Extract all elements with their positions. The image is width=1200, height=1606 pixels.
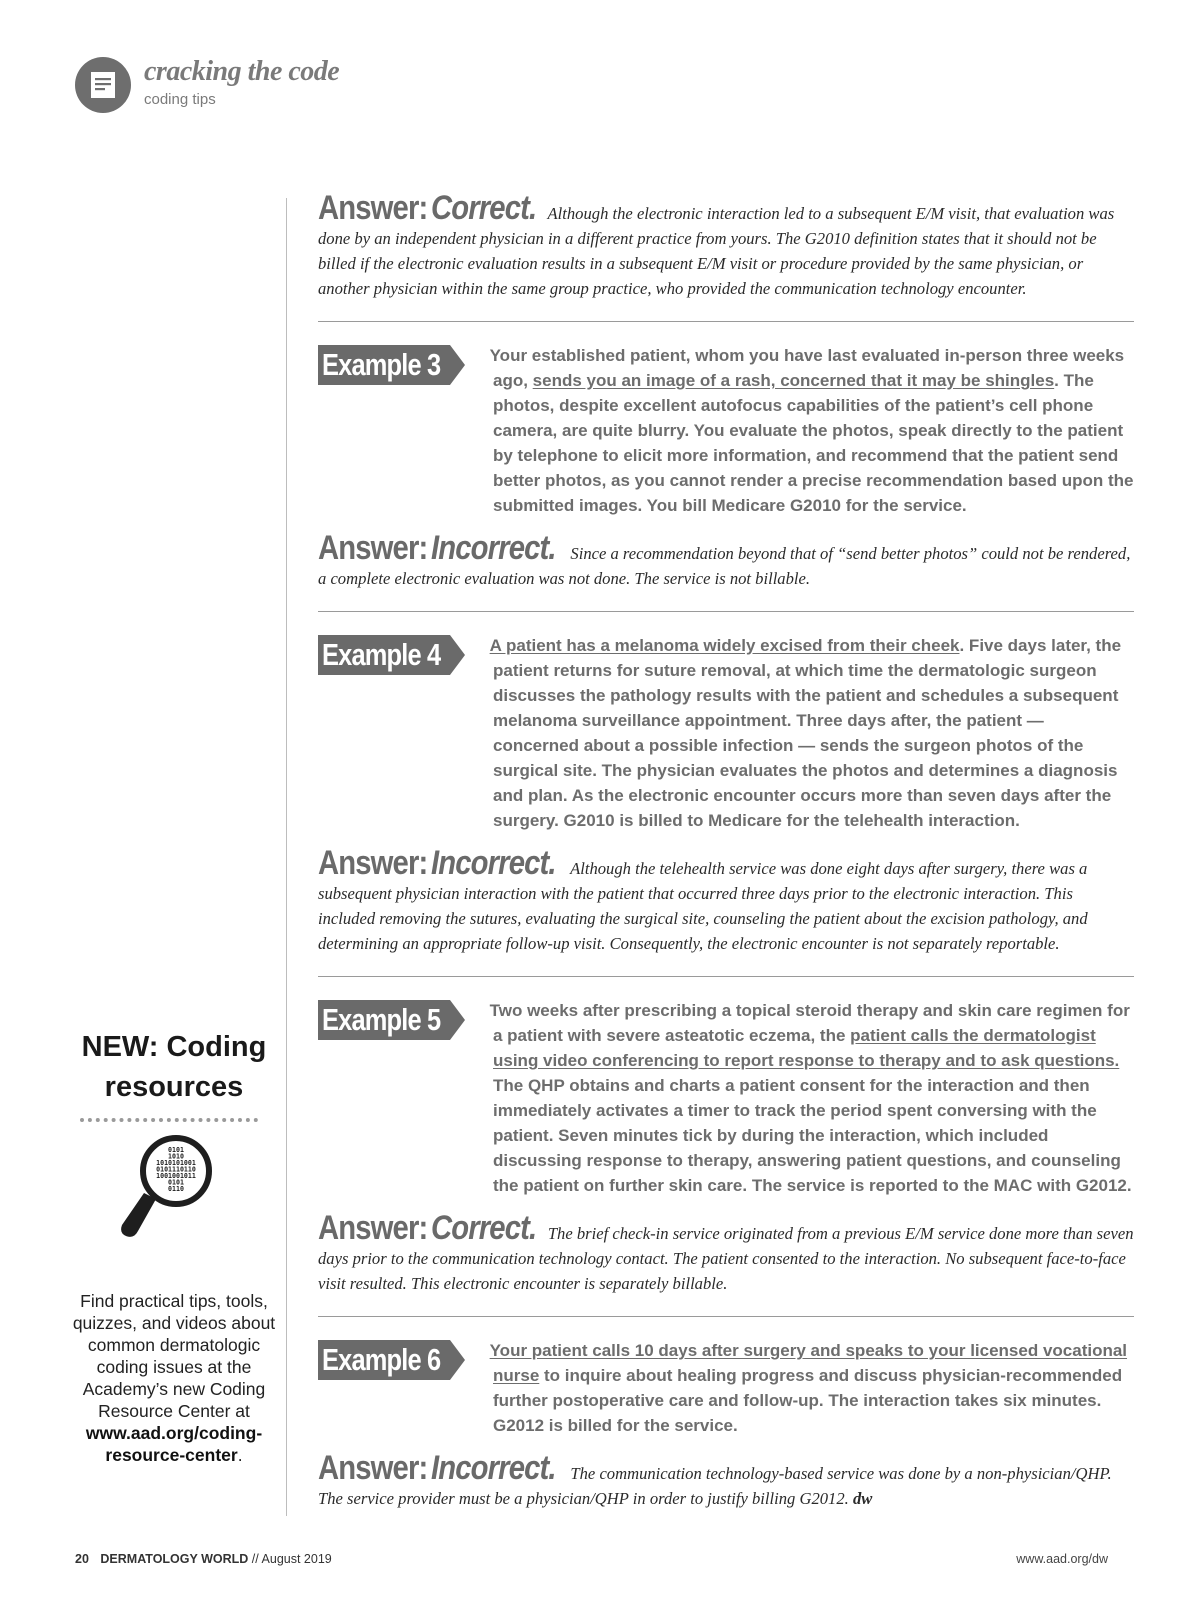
divider	[318, 321, 1134, 322]
answer-example-3: Answer: Incorrect. Since a recommendation beyond that of “send better photos” could not be rendered, a complete electronic evaluation was not done. The service is not billable.	[318, 529, 1131, 588]
example-text: Your established patient, whom you have last evaluated in-person three weeks ago, sends you an image of a rash, concerned that it may be shingles. The photos, despite excellent autofocus capabilities of the patient’s cell phone camera, are quite blurry. You evaluate the photos, speak directly to the patient by telephone to elicit more information, and recommend that the patient send better photos, as you cannot render a precise recommendation based upon the submitted images. You bill Medicare G2010 for the service.	[489, 346, 1134, 515]
magnifier-binary-icon	[112, 1133, 232, 1248]
end-sign: dw	[852, 1489, 873, 1508]
example-4	[318, 633, 1134, 833]
example-label-tag: Example 3	[318, 345, 468, 385]
section-subtitle: coding tips	[144, 91, 216, 108]
example-label-tag: Example 6	[318, 1340, 468, 1380]
divider	[318, 1316, 1134, 1317]
example-text: Two weeks after prescribing a topical steroid therapy and skin care regimen for a patient with severe asteatotic eczema, the patient calls the dermatologist using video conferencing to report response to therapy and to ask questions. The QHP obtains and charts a patient consent for the interaction and then immediately activates a timer to track the period spent conversing with the patient. Seven minutes tick by during the interaction, which included discussing response to therapy, answering patient questions, and counseling the patient on further skin care. The service is reported to the MAC with G2012.	[489, 1001, 1132, 1195]
answer-example-4: Answer: Incorrect. Although the telehealth service was done eight days after surgery, there was a subsequent physician interaction with the patient that occurred three days prior to the electronic interaction. This included removing the sutures, evaluating the surgical site, counseling the patient about the excision pathology, and determining an appropriate follow-up visit. Consequently, the electronic encounter is not separately reportable.	[318, 844, 1088, 953]
example-label-tag: Example 5	[318, 1000, 468, 1040]
binary-line: 1001001011	[156, 1172, 196, 1180]
issue-date: August 2019	[261, 1552, 332, 1566]
answer-example-6: Answer: Incorrect. The communication technology-based service was done by a non-physician/QHP. The service provider must be a physician/QHP in order to justify billing G2012. dw	[318, 1449, 1112, 1508]
example-6	[318, 1338, 1134, 1438]
document-icon	[75, 57, 131, 113]
footer-left	[75, 1552, 332, 1566]
sidebar-text: Find practical tips, tools, quizzes, and videos about common dermatologic coding issues at the Academy’s new Coding Resource Center at www.aad.org/coding-resource-center.	[72, 1291, 276, 1465]
footer-url[interactable]: www.aad.org/dw	[1016, 1552, 1108, 1566]
footer-separator: //	[251, 1552, 259, 1566]
sidebar-title: NEW: Coding resources	[81, 1031, 267, 1103]
coding-resource-link[interactable]: www.aad.org/coding-resource-center	[85, 1423, 263, 1465]
magazine-name: DERMATOLOGY WORLD	[100, 1552, 249, 1566]
answer-example-5: Answer: Correct. The brief check-in service originated from a previous E/M service done more than seven days prior to the communication technology contact. The patient consented to the interaction. No subsequent face-to-face visit resulted. This electronic encounter is separately billable.	[318, 1209, 1134, 1293]
binary-line: 0101	[168, 1146, 184, 1154]
answer-example-2: Answer: Correct. Although the electronic interaction led to a subsequent E/M visit, that evaluation was done by an independent physician in a different practice from yours. The G2010 definition states that it should not be billed if the electronic evaluation results in a subsequent E/M visit or procedure provided by the same physician, or another physician within the same group practice, who provided the communication technology encounter.	[318, 189, 1115, 298]
binary-line: 1010	[168, 1152, 184, 1161]
main-column	[318, 189, 1134, 1511]
binary-line: 0101	[168, 1178, 184, 1187]
divider	[318, 976, 1134, 977]
binary-line: 1010101001	[156, 1159, 196, 1167]
section-title: cracking the code	[144, 56, 340, 87]
binary-line: 0110	[168, 1185, 184, 1193]
example-label-tag: Example 4	[318, 635, 468, 675]
binary-line: 0101110110	[156, 1165, 196, 1174]
example-3	[318, 343, 1134, 518]
example-text: Your patient calls 10 days after surgery and speaks to your licensed vocational nurse to inquire about healing progress and discuss physician-recommended further postoperative care and follow-up. The interaction takes six minutes. G2012 is billed for the service.	[489, 1341, 1128, 1435]
page-number: 20	[75, 1552, 89, 1566]
example-text: A patient has a melanoma widely excised from their cheek. Five days later, the patient returns for suture removal, at which time the dermatologic surgeon discusses the pathology results with the patient and schedules a subsequent melanoma surveillance appointment. Three days after, the patient — concerned about a possible infection — sends the surgeon photos of the surgical site. The physician evaluates the photos and determines a diagnosis and plan. As the electronic encounter occurs more than seven days after the surgery. G2010 is billed to Medicare for the telehealth interaction.	[489, 636, 1122, 830]
example-5	[318, 998, 1134, 1198]
dotted-divider	[80, 1118, 258, 1122]
divider	[318, 611, 1134, 612]
